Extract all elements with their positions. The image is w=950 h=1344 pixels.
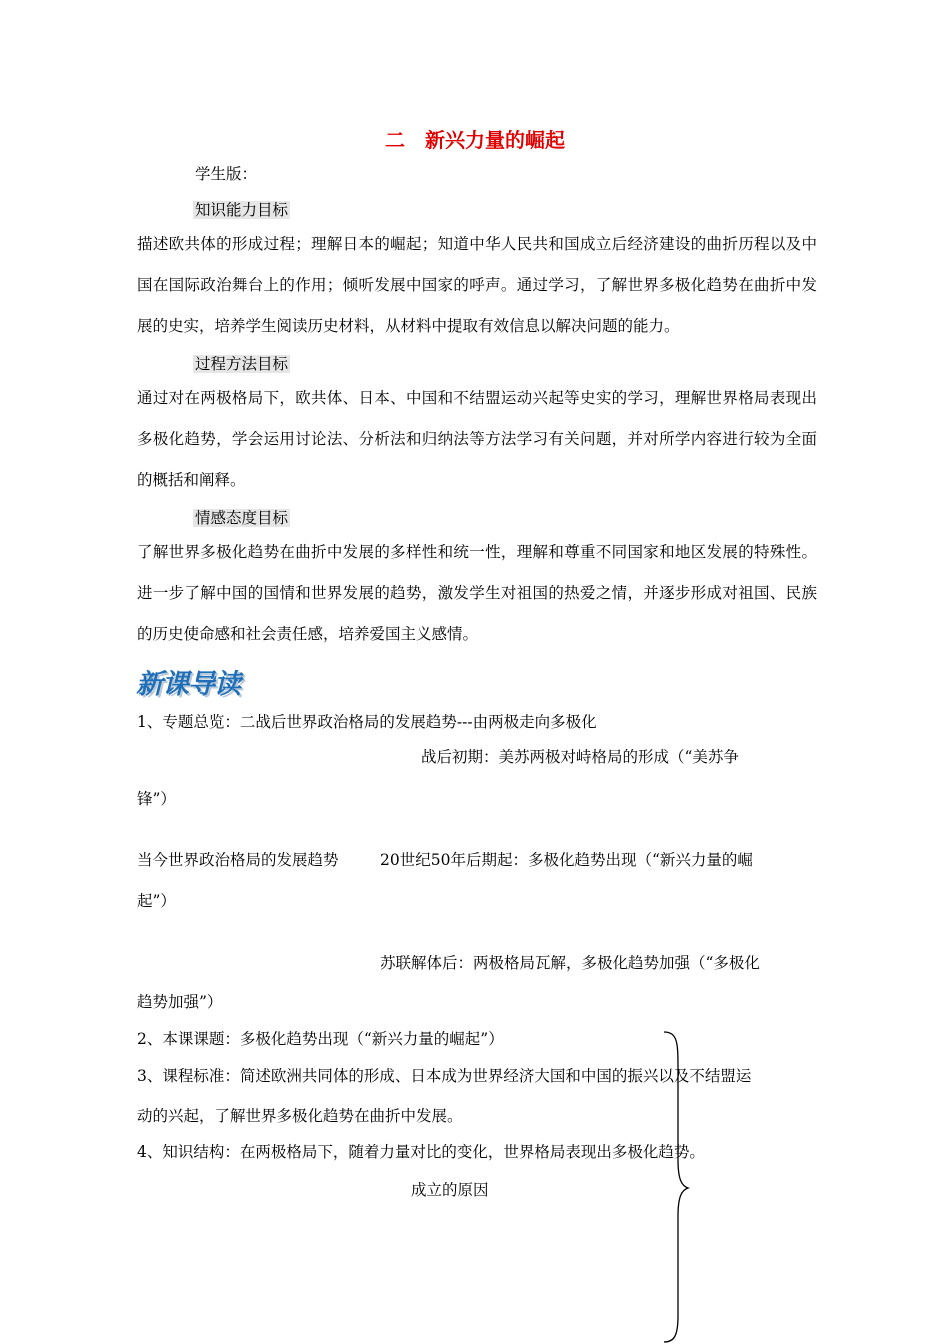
- goal-heading-process: [193, 354, 290, 374]
- stage-1950s-line2: 起”）: [137, 892, 176, 910]
- goal-text-process: 通过对在两极格局下，欧共体、日本、中国和不结盟运动兴起等史实的学习，理解世界格局表现出多极化趋势，学会运用讨论法、分析法和归纳法等方法学习有关问题，并对所学内容进行较为全面的概括和阐释。: [137, 389, 817, 489]
- goal-text-emotion: 了解世界多极化趋势在曲折中发展的多样性和统一性，理解和尊重不同国家和地区发展的特殊性。进一步了解中国的国情和世界发展的趋势，激发学生对祖国的热爱之情，并逐步形成对祖国、民族的历史使命感和社会责任感，培养爱国主义感情。: [137, 543, 817, 643]
- goal-heading-emotion: [193, 508, 290, 528]
- goal-text-knowledge: 描述欧共体的形成过程；理解日本的崛起；知道中华人民共和国成立后经济建设的曲折历程以及中国在国际政治舞台上的作用；倾听发展中国家的呼声。通过学习，了解世界多极化趋势在曲折中发展的史实，培养学生阅读历史材料，从材料中提取有效信息以解决问题的能力。: [137, 235, 817, 335]
- item-standard-line1: 3、课程标准：简述欧洲共同体的形成、日本成为世界经济大国和中国的振兴以及不结盟运: [137, 1067, 752, 1085]
- goal-heading-text: 情感态度目标: [195, 509, 289, 527]
- stage-postwar-line2: 锋”）: [137, 790, 176, 808]
- structure-node: 成立的原因: [411, 1181, 489, 1199]
- edition-label: 学生版：: [195, 165, 258, 183]
- item-overview: 1、专题总览：二战后世界政治格局的发展趋势---由两极走向多极化: [137, 713, 597, 731]
- page-title: 二 新兴力量的崛起: [385, 128, 565, 152]
- item-structure: 4、知识结构：在两极格局下，随着力量对比的变化，世界格局表现出多极化趋势。: [137, 1143, 705, 1161]
- section-banner: 新课导读: [136, 669, 240, 700]
- item-topic: 2、本课课题：多极化趋势出现（“新兴力量的崛起”）: [137, 1030, 504, 1048]
- stage-postsoviet-line2: 趋势加强”）: [137, 993, 223, 1011]
- right-brace-icon: [660, 1030, 700, 1344]
- stage-postsoviet-line1: 苏联解体后：两极格局瓦解，多极化趋势加强（“多极化: [380, 954, 760, 972]
- stage-1950s-line1: 20世纪50年后期起：多极化趋势出现（“新兴力量的崛: [380, 851, 753, 869]
- overview-main-label: 当今世界政治格局的发展趋势: [137, 851, 339, 869]
- goal-heading-knowledge: [193, 200, 290, 220]
- goal-heading-text: 知识能力目标: [195, 201, 289, 219]
- stage-postwar-line1: 战后初期：美苏两极对峙格局的形成（“美苏争: [421, 748, 739, 766]
- item-standard-line2: 动的兴起，了解世界多极化趋势在曲折中发展。: [137, 1107, 463, 1125]
- goal-heading-text: 过程方法目标: [195, 355, 289, 373]
